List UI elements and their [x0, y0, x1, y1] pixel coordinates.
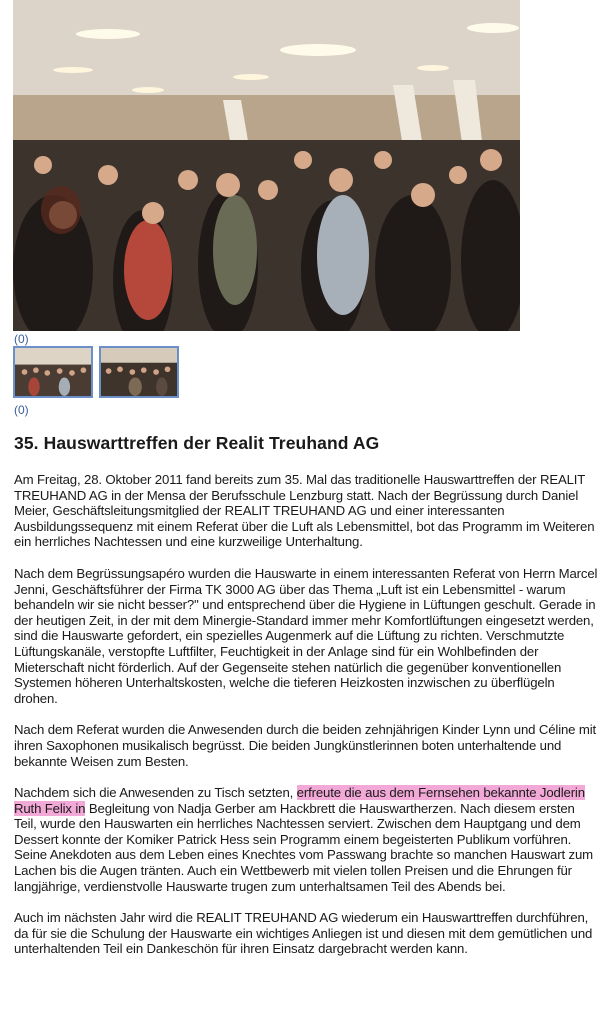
paragraph-5: Auch im nächsten Jahr wird die REALIT TREUHAND AG wiederum ein Hauswarttreffen durchführen, da für sie die Schulung der Hauswarte ein wichtiges Anliegen ist und diesen mit dem gemütlichen und unterhaltenden Teil ein Dankeschön für ihren Einsatz dargebracht werden kann. — [14, 910, 593, 957]
gallery-counter-top: (0) — [14, 332, 29, 346]
gallery-counter-bottom: (0) — [14, 403, 29, 417]
highlighted-text: erfreute die aus dem Fernsehen bekannte Jodlerin Ruth Felix in — [14, 785, 585, 816]
paragraph-4 — [14, 785, 600, 894]
paragraph-1: Am Freitag, 28. Oktober 2011 fand bereits zum 35. Mal das traditionelle Hauswarttreffen der REALIT TREUHAND AG in der Mensa der Berufsschule Lenzburg statt. Nach der Begrüssung durch Daniel Meier, Geschäftsleitungsmitglied der REALIT TREUHAND AG und einer interessanten Ausbildungssequenz mit einem Referat über die Luft als Lebensmittel, bot das Programm im Weiteren ein herrliches Nachtessen und eine kurzweilige Unterhaltung. — [14, 472, 595, 550]
event-photo — [13, 0, 520, 331]
thumbnail-2[interactable] — [99, 346, 179, 398]
article-body — [14, 472, 600, 973]
paragraph-3: Nach dem Referat wurden die Anwesenden durch die beiden zehnjährigen Kinder Lynn und Céline mit ihren Saxophonen musikalisch begrüsst. Die beiden Jungkünstlerinnen boten unterhaltende und bekannte Weisen zum Besten. — [14, 722, 597, 769]
thumbnail-strip — [13, 346, 179, 398]
paragraph-4-start: Nachdem sich die Anwesenden zu Tisch setzten, — [14, 785, 297, 801]
paragraph-4-rest: Begleitung von Nadja Gerber am Hackbrett die Hauswartherzen. Nach diesem ersten Teil, wurde den Hauswarten ein herrliches Nachtessen serviert. Zwischen dem Hauptgang und dem Dessert konnte der Komiker Patrick Hess sein Programm einem begeisterten Publikum vorführen. Seine Anekdoten aus dem Leben eines Knechtes vom Passwang brachte so manchen Hauswart zum Lachen bis die Augen tränten. Auch ein Wettbewerb mit vielen tollen Preisen und die Ehrungen für langjährige, verdienstvolle Hauswarte trugen zum unterhaltsamen Teil des Abends bei. — [14, 800, 593, 894]
paragraph-2: Nach dem Begrüssungsapéro wurden die Hauswarte in einem interessanten Referat von Herrn Marcel Jenni, Geschäftsführer der Firma TK 3000 AG über das Thema „Luft ist ein Lebensmittel - warum behandeln wir sie nicht besser?" und entsprechend über die Hygiene in Lüftungen geschult. Gerade in der heutigen Zeit, in der mit dem Minergie-Standard immer mehr Komfortlüftungen eingesetzt werden, sind die Hauswarte gefordert, ein spezielles Augenmerk auf die Lüftung zu richten. Verschmutzte Lüftungskanäle, verstopfte Luftfilter, Feuchtigkeit in der Anlage sind für ein Wohlbefinden der Mieterschaft nicht förderlich. Auf der Gegenseite stehen natürlich die gegenüber konventionellen Systemen höheren Unterhaltskosten, welche die tieferen Heizkosten inzwischen zu überflügeln drohen. — [14, 565, 598, 706]
article-title: 35. Hauswarttreffen der Realit Treuhand AG — [14, 433, 380, 453]
thumbnail-1[interactable] — [13, 346, 93, 398]
